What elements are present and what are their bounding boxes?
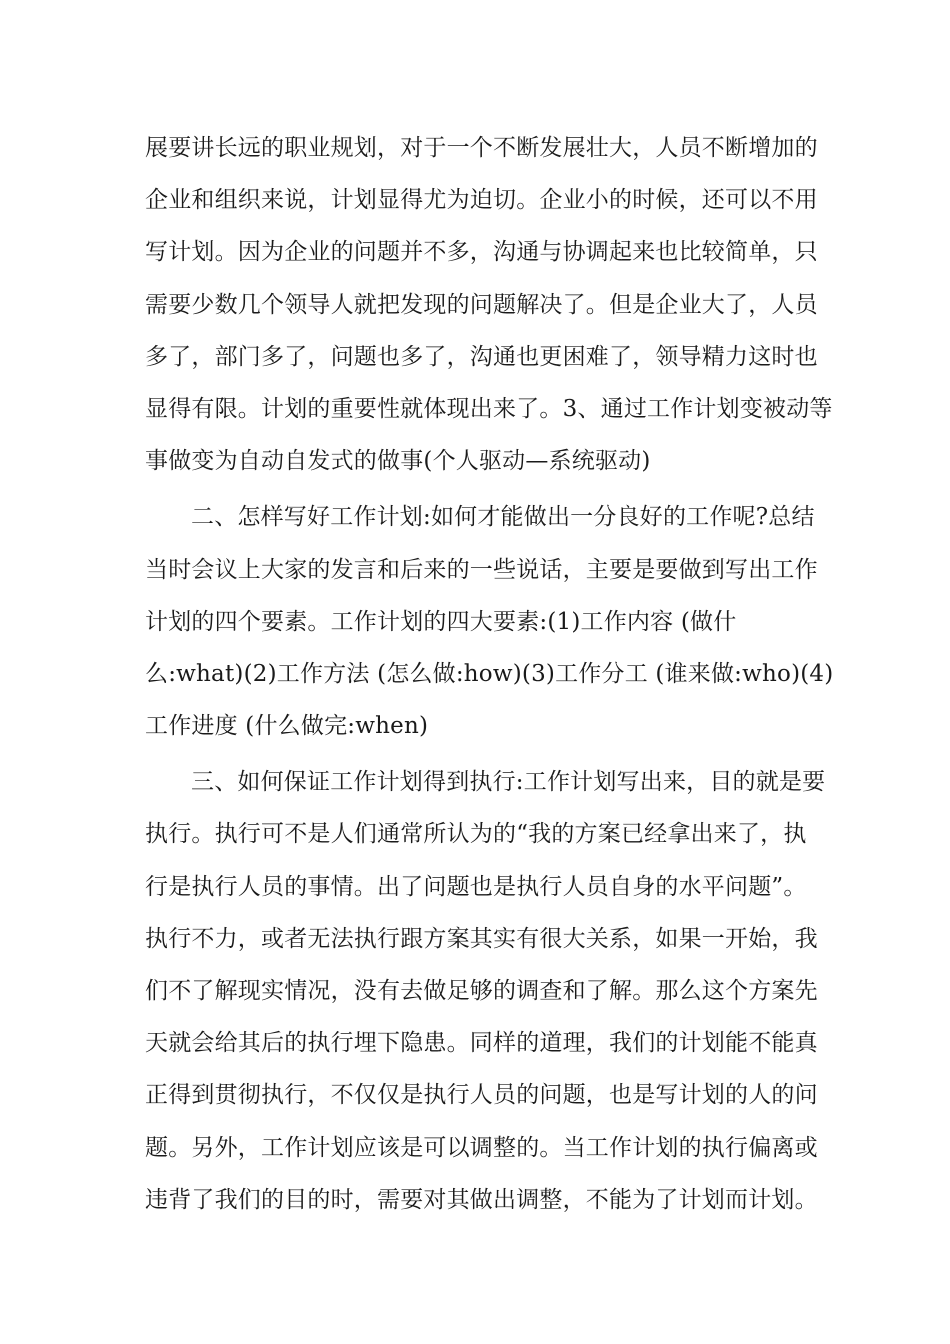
paragraph-3 bbox=[145, 756, 826, 1226]
text-line: 当时会议上大家的发言和后来的一些说话，主要是要做到写出工作 bbox=[145, 556, 818, 583]
text-line: 三、如何保证工作计划得到执行:工作计划写出来，目的就是要 bbox=[191, 769, 826, 796]
paragraph-2 bbox=[145, 491, 834, 752]
text-line: 么:what)(2)工作方法 (怎么做:how)(3)工作分工 (谁来做:who)(4) bbox=[145, 660, 834, 687]
text-line: 行是执行人员的事情。出了问题也是执行人员自身的水平问题”。 bbox=[145, 873, 807, 900]
paragraph-1 bbox=[145, 122, 833, 487]
text-line: 事做变为自动自发式的做事(个人驱动—系统驱动) bbox=[145, 448, 651, 475]
text-line: 正得到贯彻执行，不仅仅是执行人员的问题，也是写计划的人的问 bbox=[145, 1082, 818, 1109]
text-line: 违背了我们的目的时，需要对其做出调整，不能为了计划而计划。 bbox=[145, 1186, 818, 1213]
text-line: 题。另外，工作计划应该是可以调整的。当工作计划的执行偏离或 bbox=[145, 1134, 818, 1161]
text-line: 工作进度 (什么做完:when) bbox=[145, 713, 429, 740]
text-line: 天就会给其后的执行埋下隐患。同样的道理，我们的计划能不能真 bbox=[145, 1030, 818, 1057]
text-line: 企业和组织来说，计划显得尤为迫切。企业小的时候，还可以不用 bbox=[145, 187, 818, 214]
text-line: 显得有限。计划的重要性就体现出来了。3、通过工作计划变被动等 bbox=[145, 395, 833, 422]
text-line: 展要讲长远的职业规划，对于一个不断发展壮大，人员不断增加的 bbox=[145, 135, 818, 161]
document-body bbox=[145, 122, 834, 1226]
text-line: 多了，部门多了，问题也多了，沟通也更困难了，领导精力这时也 bbox=[145, 343, 818, 370]
text-line: 写计划。因为企业的问题并不多，沟通与协调起来也比较简单，只 bbox=[145, 239, 818, 266]
text-line: 需要少数几个领导人就把发现的问题解决了。但是企业大了，人员 bbox=[145, 291, 818, 318]
text-line: 执行不力，或者无法执行跟方案其实有很大关系，如果一开始，我 bbox=[145, 925, 818, 952]
text-line: 二、怎样写好工作计划:如何才能做出一分良好的工作呢?总结 bbox=[191, 504, 815, 531]
text-line: 计划的四个要素。工作计划的四大要素:(1)工作内容 (做什 bbox=[145, 608, 737, 635]
text-line: 执行。执行可不是人们通常所认为的“我的方案已经拿出来了，执 bbox=[145, 821, 807, 848]
text-line: 们不了解现实情况，没有去做足够的调查和了解。那么这个方案先 bbox=[145, 978, 818, 1004]
